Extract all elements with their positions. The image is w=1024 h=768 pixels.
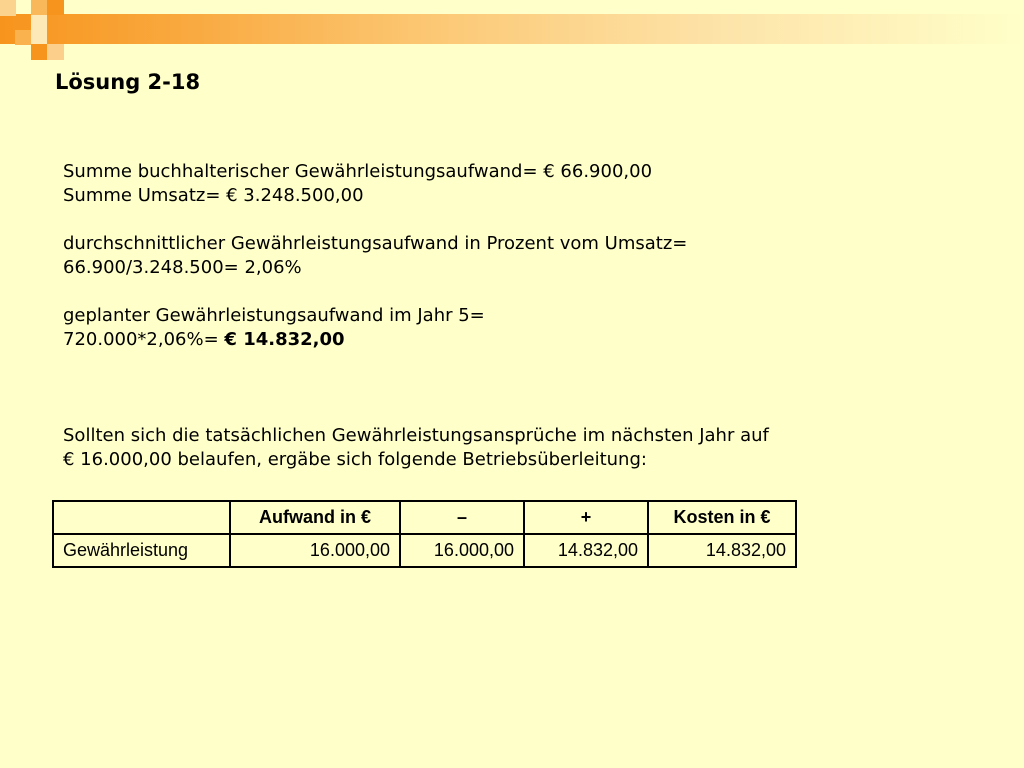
decor-square — [47, 44, 64, 60]
solution-text — [63, 160, 943, 472]
text-line: Summe Umsatz= € 3.248.500,00 — [63, 185, 364, 206]
table-row — [53, 534, 796, 567]
table-header-cell: Kosten in € — [648, 501, 796, 534]
table-header-row — [53, 501, 796, 534]
text-line: Sollten sich die tatsächlichen Gewährleistungsansprüche im nächsten Jahr auf — [63, 425, 769, 446]
header-gradient-bar — [0, 14, 1024, 44]
slide-title: Lösung 2-18 — [55, 70, 201, 94]
table-cell: 14.832,00 — [524, 534, 648, 567]
decor-square — [31, 0, 48, 15]
text-line: Summe buchhalterischer Gewährleistungsaufwand= € 66.900,00 — [63, 161, 653, 182]
decor-square — [15, 30, 31, 45]
result-value: € 14.832,00 — [224, 329, 345, 350]
decor-square — [31, 15, 47, 45]
formula-text: 720.000*2,06%= — [63, 329, 225, 350]
text-line: durchschnittlicher Gewährleistungsaufwand in Prozent vom Umsatz= — [63, 233, 688, 254]
decor-square — [47, 0, 64, 15]
table-header-cell: + — [524, 501, 648, 534]
table-header-cell: – — [400, 501, 524, 534]
table-cell: 16.000,00 — [400, 534, 524, 567]
text-line: 66.900/3.248.500= 2,06% — [63, 257, 302, 278]
decor-square — [0, 0, 16, 16]
table-header-cell — [53, 501, 230, 534]
table-header-cell: Aufwand in € — [230, 501, 400, 534]
text-line: geplanter Gewährleistungsaufwand im Jahr 5= — [63, 305, 485, 326]
table-cell: 16.000,00 — [230, 534, 400, 567]
text-line: € 16.000,00 belaufen, ergäbe sich folgende Betriebsüberleitung: — [63, 449, 647, 470]
table-cell: 14.832,00 — [648, 534, 796, 567]
table-cell: Gewährleistung — [53, 534, 230, 567]
text-line — [63, 328, 943, 352]
reconciliation-table — [52, 500, 797, 568]
decor-square — [31, 44, 47, 60]
